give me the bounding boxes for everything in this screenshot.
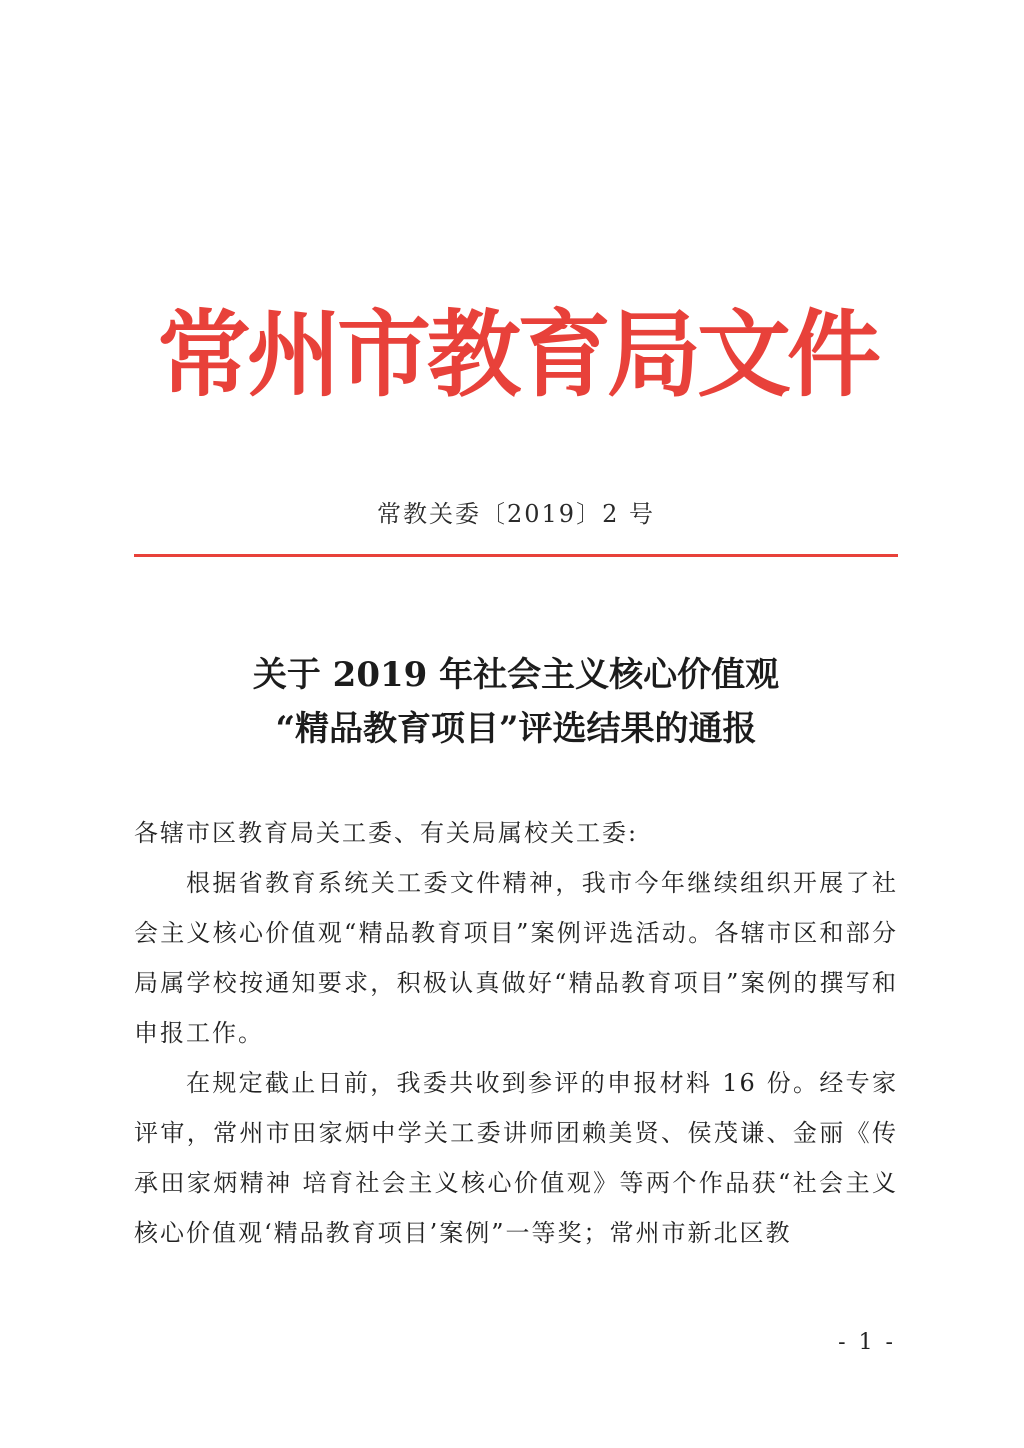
document-number: 常教关委〔2019〕2 号: [377, 500, 655, 528]
notice-body: [134, 808, 898, 1258]
issuer-title: 常州市教育局文件: [156, 300, 877, 410]
page-number: - 1 -: [838, 1330, 896, 1355]
red-divider: [134, 554, 898, 557]
paragraph-1: 根据省教育系统关工委文件精神，我市今年继续组织开展了社会主义核心价值观“精品教育项目”案例评选活动。各辖市区和部分局属学校按通知要求，积极认真做好“精品教育项目”案例的撰写和申报工作。: [134, 869, 898, 1047]
notice-title-line-2: “精品教育项目”评选结果的通报: [275, 709, 757, 749]
paragraph-2: 在规定截止日前，我委共收到参评的申报材料 16 份。经专家评审，常州市田家炳中学关工委讲师团赖美贤、侯茂谦、金丽《传承田家炳精神 培育社会主义核心价值观》等两个作品获“社会主义核心价值观‘精品教育项目’案例”一等奖；常州市新北区教: [134, 1069, 898, 1247]
salutation: 各辖市区教育局关工委、有关局属校关工委:: [134, 819, 639, 847]
notice-title: [134, 648, 898, 756]
notice-title-line-1: 关于 2019 年社会主义核心价值观: [252, 655, 780, 695]
